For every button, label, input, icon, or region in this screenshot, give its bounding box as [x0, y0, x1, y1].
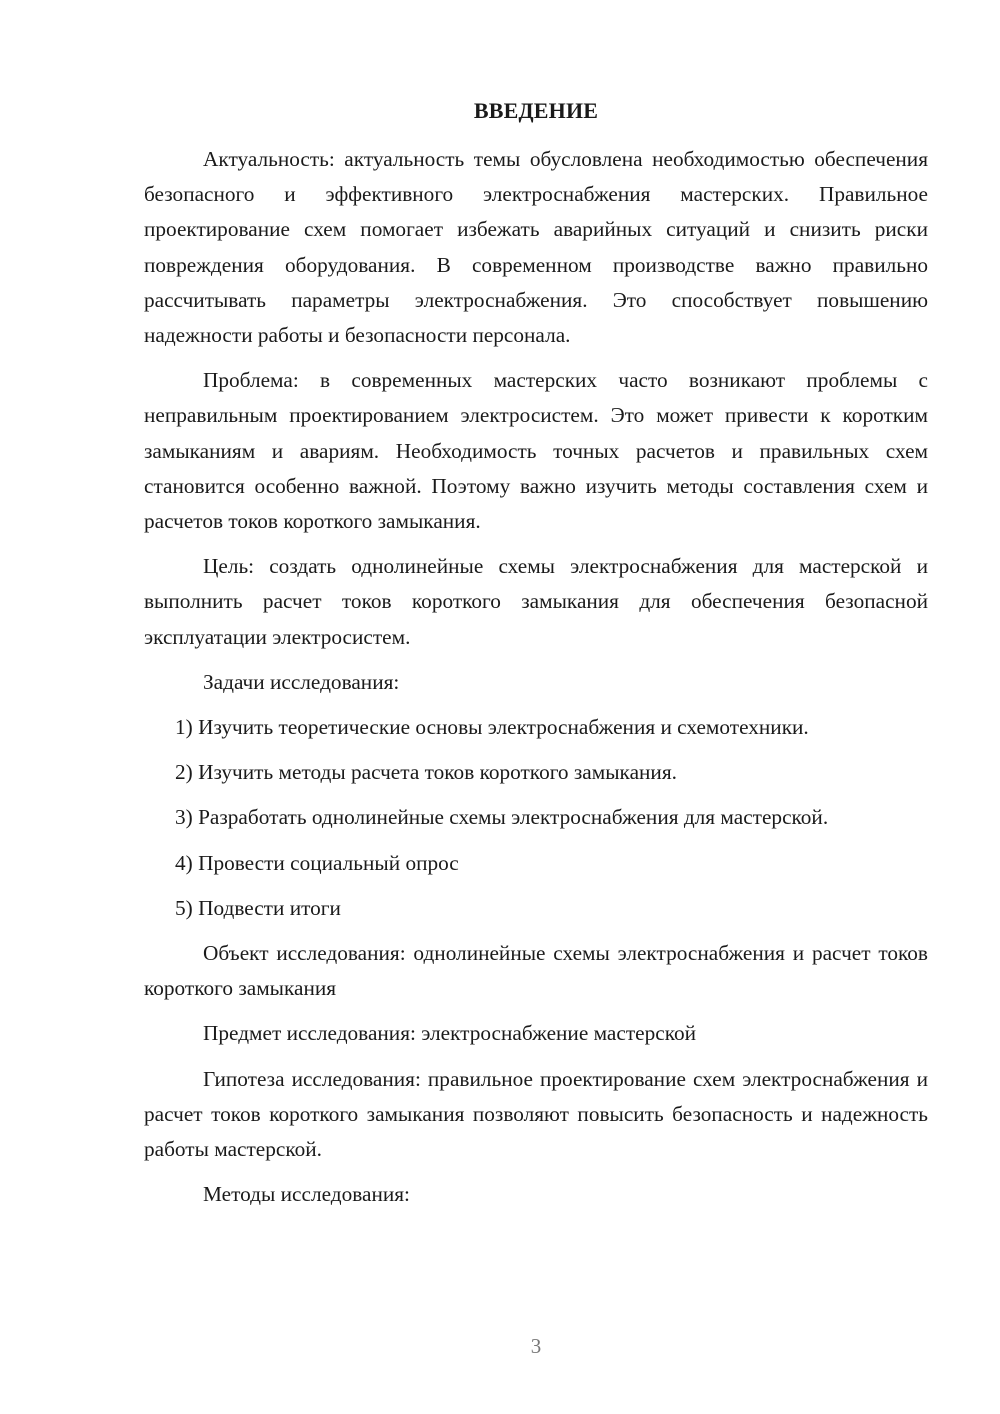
task-item-1: 1) Изучить теоретические основы электроснабжения и схемотехники.: [175, 715, 809, 740]
paragraph-relevance: Актуальность: актуальность темы обусловлена необходимостью обеспечения безопасного и эффективного электроснабжения мастерских. Правильное проектирование схем помогает избежать аварийных ситуаций и снизить риски повреждения оборудования. В современном производстве важно правильно рассчитывать параметры электроснабжения. Это способствует повышению надежности работы и безопасности персонала.: [144, 147, 928, 348]
task-item-5: 5) Подвести итоги: [175, 895, 341, 920]
document-title: ВВЕДЕНИЕ: [473, 98, 599, 123]
paragraph-hypothesis: Гипотеза исследования: правильное проектирование схем электроснабжения и расчет токов короткого замыкания позволяют повысить безопасность и надежность работы мастерской.: [144, 1066, 928, 1162]
task-item-4: 4) Провести социальный опрос: [175, 850, 459, 875]
task-item-3: 3) Разработать однолинейные схемы электроснабжения для мастерской.: [175, 805, 829, 830]
task-item-2: 2) Изучить методы расчета токов короткого замыкания.: [175, 760, 677, 785]
paragraph-methods: Методы исследования:: [203, 1182, 410, 1207]
page-number: 3: [530, 1334, 542, 1358]
paragraph-object: Объект исследования: однолинейные схемы электроснабжения и расчет токов короткого замыкания: [144, 941, 928, 1001]
paragraph-tasks-heading: Задачи исследования:: [203, 669, 400, 694]
paragraph-goal: Цель: создать однолинейные схемы электроснабжения для мастерской и выполнить расчет токов короткого замыкания для обеспечения безопасной эксплуатации электросистем.: [144, 554, 928, 649]
document-page: [144, 96, 928, 1222]
paragraph-subject: Предмет исследования: электроснабжение мастерской: [203, 1021, 697, 1046]
paragraph-problem: Проблема: в современных мастерских часто возникают проблемы с неправильным проектированием электросистем. Это может привести к коротким замыканиям и авариям. Необходимость точных расчетов и правильных схем становится особенно важной. Поэтому важно изучить методы составления схем и расчетов токов короткого замыкания.: [144, 368, 928, 534]
